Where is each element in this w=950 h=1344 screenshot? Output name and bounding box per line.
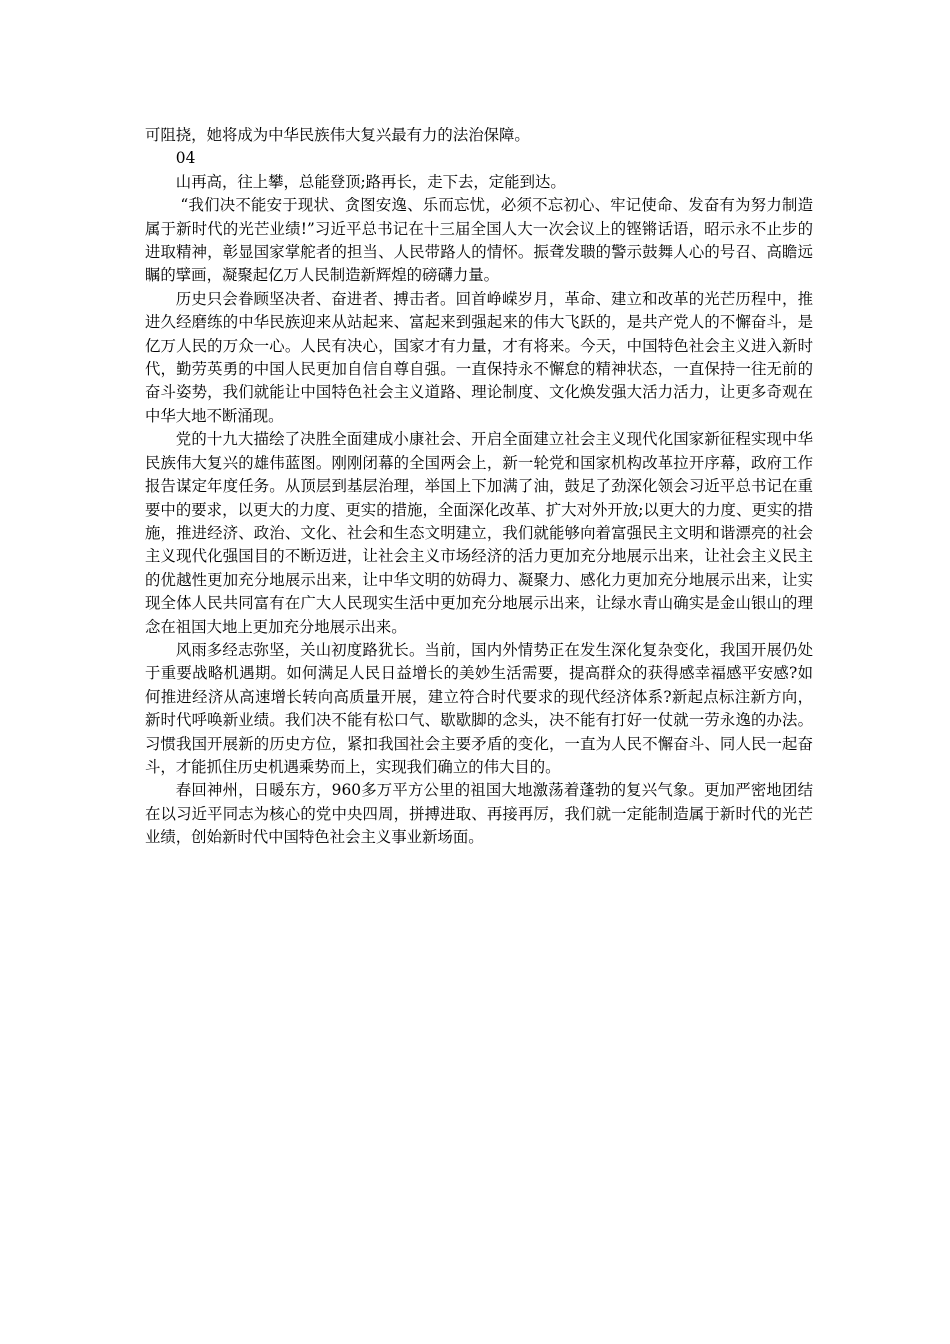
section-number: 04 bbox=[175, 149, 196, 168]
document-page bbox=[145, 124, 813, 850]
paragraph-quote: “我们决不能安于现状、贪图安逸、乐而忘忧，必须不忘初心、牢记使命、发奋有为努力制造属于新时代的光芒业绩!”习近平总书记在十三届全国人大一次会议上的铿锵话语，昭示永不止步的进取精神，彰显国家掌舵者的担当、人民带路人的情怀。振聋发聩的警示鼓舞人心的号召、高瞻远瞩的擘画，凝聚起亿万人民制造新辉煌的磅礴力量。 bbox=[145, 196, 813, 285]
paragraph-intro: 山再高，往上攀，总能登顶;路再长，走下去，定能到达。 bbox=[175, 172, 566, 191]
paragraph-blueprint: 党的十九大描绘了决胜全面建成小康社会、开启全面建立社会主义现代化国家新征程实现中华民族伟大复兴的雄伟蓝图。刚刚闭幕的全国两会上，新一轮党和国家机构改革拉开序幕，政府工作报告谋定年度任务。从顶层到基层治理，举国上下加满了油，鼓足了劲深化领会习近平总书记在重要中的要求，以更大的力度、更实的措施，全面深化改革、扩大对外开放;以更大的力度、更实的措施，推进经济、政治、文化、社会和生态文明建立，我们就能够向着富强民主文明和谐漂亮的社会主义现代化强国目的不断迈进，让社会主义市场经济的活力更加充分地展示出来，让社会主义民主的优越性更加充分地展示出来，让中华文明的妨碍力、凝聚力、感化力更加充分地展示出来，让实现全体人民共同富有在广大人民现实生活中更加充分地展示出来，让绿水青山确实是金山银山的理念在祖国大地上更加充分地展示出来。 bbox=[145, 430, 813, 636]
paragraph-history: 历史只会眷顾坚决者、奋进者、搏击者。回首峥嵘岁月，革命、建立和改革的光芒历程中，推进久经磨练的中华民族迎来从站起来、富起来到强起来的伟大飞跃的，是共产党人的不懈奋斗，是亿万人民的万众一心。人民有决心，国家才有力量，才有将来。今天，中国特色社会主义进入新时代，勤劳英勇的中国人民更加自信自尊自强。一直保持永不懈怠的精神状态，一直保持一往无前的奋斗姿势，我们就能让中国特色社会主义道路、理论制度、文化焕发强大活力活力，让更多奇观在中华大地不断涌现。 bbox=[145, 289, 813, 425]
paragraph-conclusion: 春回神州，日暖东方，960多万平方公里的祖国大地激荡着蓬勃的复兴气象。更加严密地团结在以习近平同志为核心的党中央四周，拼搏进取、再接再厉，我们就一定能制造属于新时代的光芒业绩，创始新时代中国特色社会主义事业新场面。 bbox=[145, 781, 813, 847]
paragraph-continuation: 可阻挠，她将成为中华民族伟大复兴最有力的法治保障。 bbox=[145, 126, 530, 144]
paragraph-challenges: 风雨多经志弥坚，关山初度路犹长。当前，国内外情势正在发生深化复杂变化，我国开展仍处于重要战略机遇期。如何满足人民日益增长的美妙生活需要，提高群众的获得感幸福感平安感?如何推进经济从高速增长转向高质量开展，建立符合时代要求的现代经济体系?新起点标注新方向，新时代呼唤新业绩。我们决不能有松口气、歇歇脚的念头，决不能有打好一仗就一劳永逸的办法。习惯我国开展新的历史方位，紧扣我国社会主要矛盾的变化，一直为人民不懈奋斗、同人民一起奋斗，才能抓住历史机遇乘势而上，实现我们确立的伟大目的。 bbox=[145, 640, 813, 776]
